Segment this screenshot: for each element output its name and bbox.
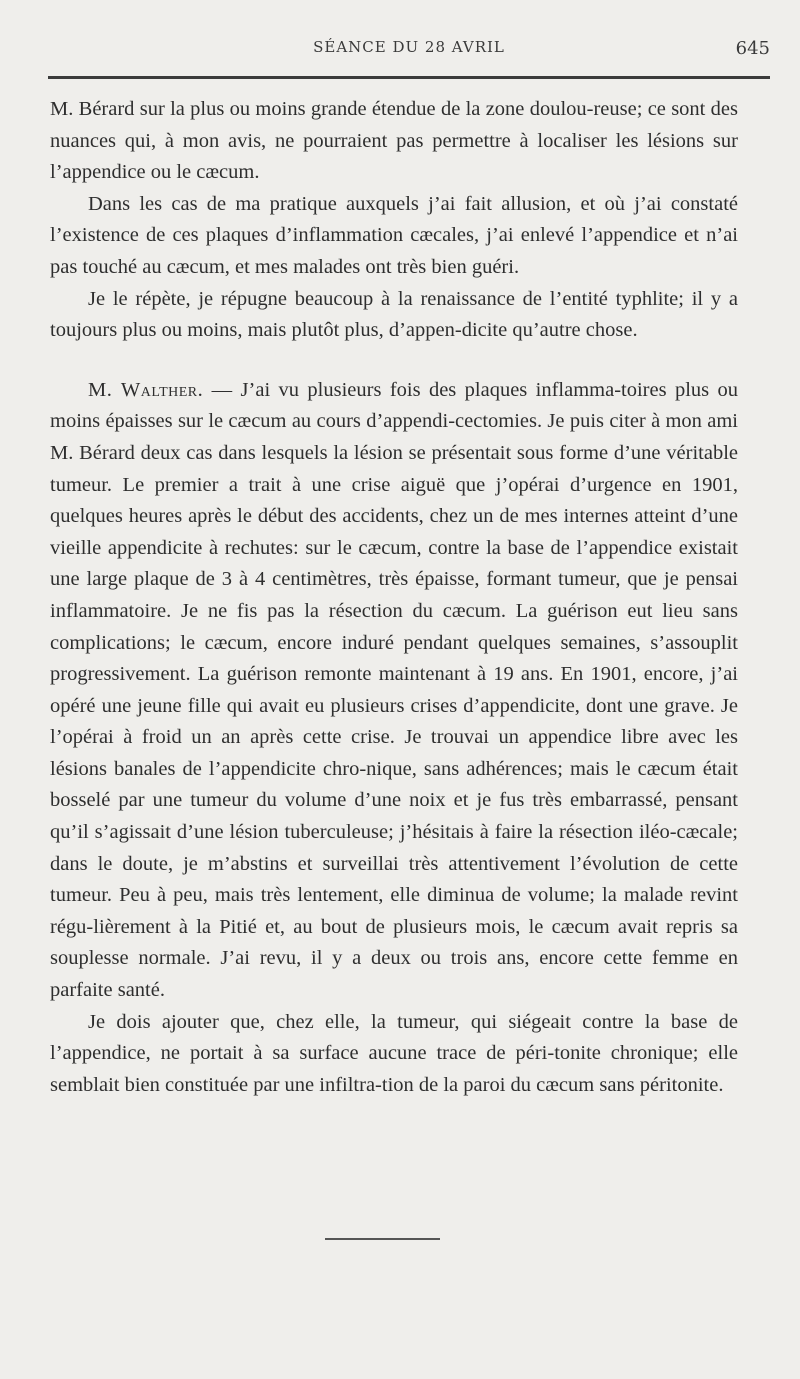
paragraph-4 <box>50 375 738 1007</box>
body-text <box>50 94 738 1101</box>
page-number: 645 <box>735 38 770 59</box>
paragraph-4-text: — J’ai vu plusieurs fois des plaques inflamma-toires plus ou moins épaisses sur le cæcum au cours d’appendi-cectomies. Je puis citer à mon ami M. Bérard deux cas dans lesquels la lésion se présentait sous forme d’une véritable tumeur. Le premier a trait à une crise aiguë que j’opérai d’urgence en 1901, quelques heures après le début des accidents, chez un de mes internes atteint d’une vieille appendicite à rechutes: sur le cæcum, contre la base de l’appendice existait une large plaque de 3 à 4 centimètres, très épaisse, formant tumeur, que je pensai inflammatoire. Je ne fis pas la résection du cæcum. La guérison eut lieu sans complications; le cæcum, encore induré pendant quelques semaines, s’assouplit progressivement. La guérison remonte maintenant à 19 ans. En 1901, encore, j’ai opéré une jeune fille qui avait eu plusieurs crises d’appendicite, dont une grave. Je l’opérai à froid un an après cette crise. Je trouvai un appendice libre avec les lésions banales de l’appendicite chro-nique, sans adhérences; mais le cæcum était bosselé par une tumeur du volume d’une noix et je fus très embarrassé, pensant qu’il s’agissait d’une lésion tuberculeuse; j’hésitais à faire la résection iléo-cæcale; dans le doute, je m’abstins et surveillai très attentivement l’évolution de cette tumeur. Peu à peu, mais très lentement, elle diminua de volume; la malade revint régu-lièrement à la Pitié et, au bout de plusieurs mois, le cæcum avait repris sa souplesse normale. J’ai revu, il y a deux ou trois ans, encore cette femme en parfaite santé. <box>50 378 739 1002</box>
speaker-name: M. Walther. <box>88 378 204 401</box>
end-rule <box>325 1238 440 1240</box>
paragraph-5: Je dois ajouter que, chez elle, la tumeur, qui siégeait contre la base de l’appendice, ne portait à sa surface aucune trace de péri-tonite chronique; elle semblait bien constituée par une infiltra-tion de la paroi du cæcum sans péritonite. <box>50 1010 738 1096</box>
header-rule <box>48 76 770 79</box>
paragraph-1: M. Bérard sur la plus ou moins grande étendue de la zone doulou-reuse; ce sont des nuances qui, à mon avis, ne pourraient pas permettre à localiser les lésions sur l’appendice ou le cæcum. <box>50 98 738 184</box>
running-header <box>48 38 770 62</box>
paragraph-2: Dans les cas de ma pratique auxquels j’ai fait allusion, et où j’ai constaté l’existence de ces plaques d’inflammation cæcales, j’ai enlevé l’appendice et n’ai pas touché au cæcum, et mes malades ont très bien guéri. <box>50 192 738 278</box>
paragraph-3: Je le répète, je répugne beaucoup à la renaissance de l’entité typhlite; il y a toujours plus ou moins, mais plutôt plus, d’appen-dicite qu’autre chose. <box>50 287 738 342</box>
running-title: SÉANCE DU 28 AVRIL <box>313 38 505 56</box>
